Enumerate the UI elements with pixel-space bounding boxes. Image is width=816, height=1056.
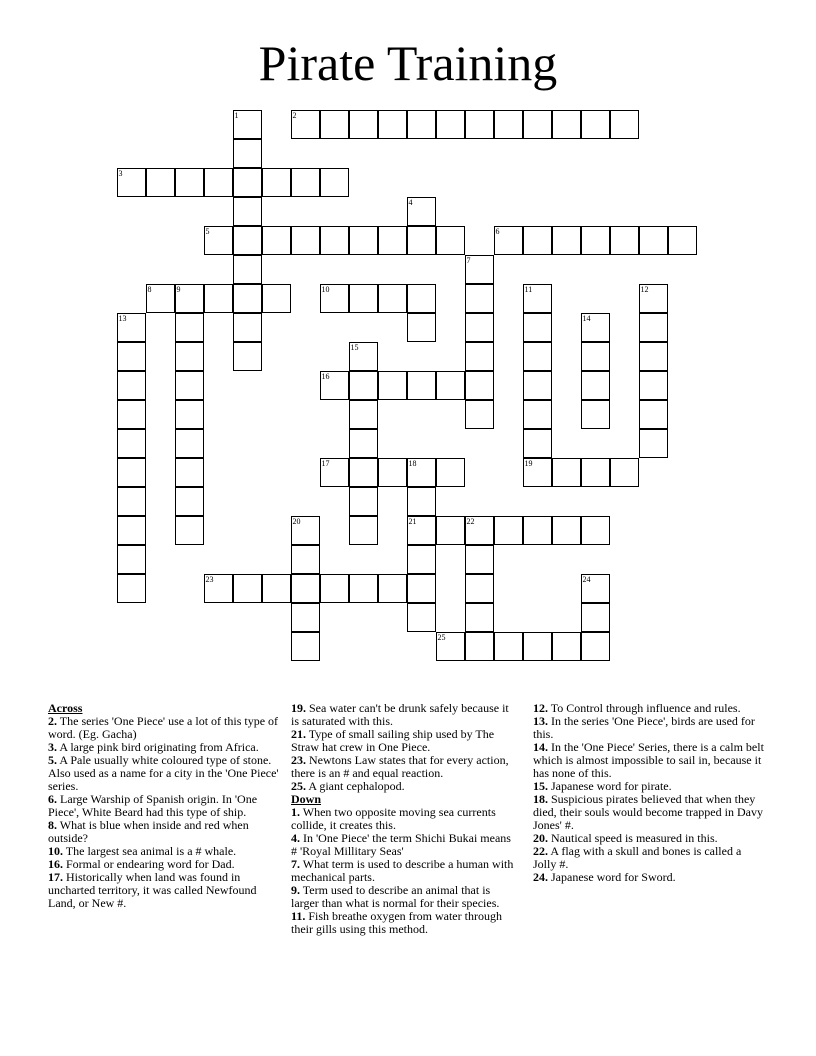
crossword-cell[interactable] [465,313,494,342]
clue-number: 25. [291,779,306,793]
crossword-cell[interactable] [407,284,436,313]
clue-item [533,871,765,884]
crossword-cell[interactable] [523,371,552,400]
crossword-cell[interactable] [320,458,349,487]
clue-item [291,884,515,910]
cell-number: 20 [292,516,301,526]
clue-text: Japanese word for pirate. [548,779,672,793]
clue-item [291,702,515,728]
crossword-cell[interactable] [523,516,552,545]
crossword-cell[interactable] [552,226,581,255]
crossword-cell[interactable] [233,168,262,197]
crossword-cell[interactable] [407,458,436,487]
clue-text: Sea water can't be drunk safely because it is saturated with this. [291,701,509,728]
crossword-cell[interactable] [117,516,146,545]
crossword-cell[interactable] [581,371,610,400]
cell-number: 21 [408,516,417,526]
crossword-cell[interactable] [117,574,146,603]
crossword-cell[interactable] [117,168,146,197]
clue-text: Type of small sailing ship used by The Straw hat crew in One Piece. [291,727,495,754]
crossword-cell[interactable] [146,168,175,197]
clue-item [291,754,515,780]
crossword-cell[interactable] [349,487,378,516]
clue-text: In the series 'One Piece', birds are used for this. [533,714,755,741]
crossword-cell[interactable] [581,458,610,487]
clue-text: A flag with a skull and bones is called a Jolly #. [533,844,742,871]
clue-number: 24. [533,870,548,884]
crossword-cell[interactable] [262,284,291,313]
crossword-cell[interactable] [639,342,668,371]
clue-item [48,819,284,845]
crossword-cell[interactable] [581,603,610,632]
crossword-cell[interactable] [262,226,291,255]
clue-number: 2. [48,714,57,728]
crossword-cell[interactable] [494,110,523,139]
crossword-cell[interactable] [291,516,320,545]
clue-number: 1. [291,805,300,819]
cell-number: 13 [118,313,127,323]
page-title: Pirate Training [258,35,558,91]
crossword-cell[interactable] [349,342,378,371]
crossword-cell[interactable] [581,574,610,603]
cell-number: 18 [408,458,417,468]
crossword-cell[interactable] [465,371,494,400]
cell-number: 14 [582,313,591,323]
clue-item [48,793,284,819]
crossword-cell[interactable] [291,574,320,603]
clue-number: 11. [291,909,306,923]
cell-number: 9 [176,284,181,294]
crossword-cell[interactable] [639,284,668,313]
crossword-cell[interactable] [320,226,349,255]
clue-number: 23. [291,753,306,767]
cell-number: 1 [234,110,239,120]
clue-number: 15. [533,779,548,793]
crossword-cell[interactable] [233,226,262,255]
clue-number: 21. [291,727,306,741]
crossword-cell[interactable] [291,168,320,197]
crossword-cell[interactable] [407,313,436,342]
crossword-cell[interactable] [610,226,639,255]
clue-heading-down: Down [291,792,322,806]
crossword-cell[interactable] [175,458,204,487]
crossword-cell[interactable] [581,226,610,255]
crossword-cell[interactable] [117,458,146,487]
clue-text: What term is used to describe a human with mechanical parts. [291,857,514,884]
cell-number: 17 [321,458,330,468]
crossword-cell[interactable] [291,603,320,632]
crossword-cell[interactable] [175,429,204,458]
clue-number: 8. [48,818,57,832]
clue-item [48,754,284,793]
clue-text: A large pink bird originating from Africa. [57,740,259,754]
crossword-cell[interactable] [465,255,494,284]
clue-text: Suspicious pirates believed that when they died, their souls would become trapped in Davy Jones' #. [533,792,763,832]
clues-column-1 [48,702,284,910]
clues-column-3 [533,702,765,884]
crossword-cell[interactable] [581,313,610,342]
crossword-cell[interactable] [320,284,349,313]
crossword-cell[interactable] [494,226,523,255]
clue-text: In the 'One Piece' Series, there is a calm belt which is almost impossible to sail in, because it has none of this. [533,740,764,780]
crossword-cell[interactable] [378,371,407,400]
cell-number: 24 [582,574,591,584]
clues-column-2 [291,702,515,936]
crossword-cell[interactable] [320,168,349,197]
crossword-cell[interactable] [349,458,378,487]
crossword-cell[interactable] [320,110,349,139]
cell-number: 8 [147,284,152,294]
cell-number: 6 [495,226,500,236]
cell-number: 23 [205,574,214,584]
crossword-cell[interactable] [523,313,552,342]
crossword-cell[interactable] [175,516,204,545]
clue-item [48,871,284,910]
clue-text: The largest sea animal is a # whale. [63,844,237,858]
clue-item [533,793,765,832]
crossword-cell[interactable] [349,284,378,313]
crossword-cell[interactable] [523,632,552,661]
crossword-cell[interactable] [494,632,523,661]
crossword-cell[interactable] [639,371,668,400]
crossword-cell[interactable] [581,110,610,139]
clue-item [291,780,515,793]
clue-item [48,715,284,741]
clue-text: Historically when land was found in uncharted territory, it was called Newfound Land, or New #. [48,870,257,910]
clue-number: 17. [48,870,63,884]
cell-number: 4 [408,197,413,207]
clue-number: 13. [533,714,548,728]
clue-number: 19. [291,701,306,715]
crossword-cell[interactable] [436,226,465,255]
crossword-cell[interactable] [146,284,175,313]
crossword-cell[interactable] [552,516,581,545]
crossword-cell[interactable] [436,516,465,545]
crossword-cell[interactable] [320,574,349,603]
crossword-cell[interactable] [175,313,204,342]
crossword-cell[interactable] [639,400,668,429]
clue-number: 14. [533,740,548,754]
crossword-cell[interactable] [552,110,581,139]
crossword-cell[interactable] [233,313,262,342]
crossword-cell[interactable] [523,458,552,487]
crossword-cell[interactable] [407,603,436,632]
clue-number: 3. [48,740,57,754]
crossword-cell[interactable] [436,632,465,661]
crossword-cell[interactable] [407,226,436,255]
crossword-cell[interactable] [407,487,436,516]
crossword-cell[interactable] [233,139,262,168]
cell-number: 10 [321,284,330,294]
crossword-cell[interactable] [407,516,436,545]
crossword-cell[interactable] [465,400,494,429]
cell-number: 15 [350,342,359,352]
cell-number: 11 [524,284,533,294]
crossword-cell[interactable] [639,226,668,255]
clue-number: 5. [48,753,57,767]
crossword-cell[interactable] [378,284,407,313]
crossword-cell[interactable] [204,226,233,255]
crossword-cell[interactable] [407,574,436,603]
crossword-cell[interactable] [465,110,494,139]
crossword-cell[interactable] [552,458,581,487]
crossword-cell[interactable] [581,516,610,545]
clue-number: 9. [291,883,300,897]
clue-item [533,845,765,871]
cell-number: 16 [321,371,330,381]
clue-item [291,858,515,884]
cell-number: 19 [524,458,533,468]
crossword-cell[interactable] [117,400,146,429]
crossword-cell[interactable] [349,400,378,429]
crossword-cell[interactable] [436,110,465,139]
crossword-cell[interactable] [523,342,552,371]
crossword-cell[interactable] [204,574,233,603]
crossword-cell[interactable] [465,545,494,574]
crossword-cell[interactable] [175,284,204,313]
cell-number: 25 [437,632,446,642]
crossword-cell[interactable] [668,226,697,255]
clue-text: A Pale usually white coloured type of stone. Also used as a name for a city in the 'One Piece' series. [48,753,279,793]
crossword-cell[interactable] [523,400,552,429]
clue-text: Fish breathe oxygen from water through their gills using this method. [291,909,502,936]
cell-number: 3 [118,168,123,178]
crossword-cell[interactable] [523,110,552,139]
clue-number: 16. [48,857,63,871]
cell-number: 12 [640,284,649,294]
crossword-cell[interactable] [436,371,465,400]
crossword-cell[interactable] [465,603,494,632]
crossword-cell[interactable] [175,342,204,371]
crossword-cell[interactable] [204,284,233,313]
clue-number: 20. [533,831,548,845]
clue-number: 7. [291,857,300,871]
clue-number: 4. [291,831,300,845]
crossword-cell[interactable] [465,632,494,661]
clue-text: Term used to describe an animal that is larger than what is normal for their species. [291,883,500,910]
crossword-cell[interactable] [378,574,407,603]
cell-number: 2 [292,110,297,120]
clue-text: Large Warship of Spanish origin. In 'One Piece', White Beard had this type of ship. [48,792,258,819]
crossword-cell[interactable] [233,284,262,313]
clue-heading-across: Across [48,701,83,715]
crossword-cell[interactable] [117,545,146,574]
crossword-cell[interactable] [291,545,320,574]
crossword-cell[interactable] [523,429,552,458]
clue-number: 18. [533,792,548,806]
crossword-cell[interactable] [349,516,378,545]
crossword-cell[interactable] [262,168,291,197]
crossword-cell[interactable] [117,342,146,371]
crossword-cell[interactable] [378,458,407,487]
clue-number: 12. [533,701,548,715]
crossword-cell[interactable] [436,458,465,487]
clue-number: 6. [48,792,57,806]
crossword-cell[interactable] [465,342,494,371]
crossword-cell[interactable] [233,255,262,284]
crossword-cell[interactable] [552,632,581,661]
crossword-cell[interactable] [175,487,204,516]
crossword-cell[interactable] [175,168,204,197]
crossword-cell[interactable] [523,226,552,255]
clue-number: 22. [533,844,548,858]
crossword-cell[interactable] [349,226,378,255]
crossword-cell[interactable] [581,400,610,429]
crossword-cell[interactable] [610,458,639,487]
crossword-cell[interactable] [175,371,204,400]
crossword-cell[interactable] [233,110,262,139]
crossword-cell[interactable] [320,371,349,400]
clue-text: When two opposite moving sea currents collide, it creates this. [291,805,496,832]
crossword-cell[interactable] [639,429,668,458]
crossword-cell[interactable] [610,110,639,139]
clue-item [291,832,515,858]
crossword-cell[interactable] [349,371,378,400]
clue-text: To Control through influence and rules. [548,701,741,715]
crossword-cell[interactable] [349,574,378,603]
clue-text: Japanese word for Sword. [548,870,676,884]
crossword-cell[interactable] [233,197,262,226]
crossword-cell[interactable] [175,400,204,429]
crossword-cell[interactable] [581,632,610,661]
crossword-cell[interactable] [639,313,668,342]
clue-text: Newtons Law states that for every action, there is an # and equal reaction. [291,753,509,780]
crossword-cell[interactable] [465,516,494,545]
clue-item [291,806,515,832]
crossword-cell[interactable] [378,110,407,139]
crossword-cell[interactable] [407,371,436,400]
crossword-cell[interactable] [407,545,436,574]
crossword-cell[interactable] [117,371,146,400]
clue-text: What is blue when inside and red when outside? [48,818,249,845]
crossword-cell[interactable] [349,429,378,458]
crossword-cell[interactable] [233,574,262,603]
crossword-cell[interactable] [233,342,262,371]
crossword-cell[interactable] [291,632,320,661]
cell-number: 5 [205,226,210,236]
crossword-cell[interactable] [523,284,552,313]
crossword-cell[interactable] [378,226,407,255]
clue-item [291,728,515,754]
clue-text: The series 'One Piece' use a lot of this type of word. (Eg. Gacha) [48,714,279,741]
crossword-cell[interactable] [262,574,291,603]
crossword-cell[interactable] [581,342,610,371]
cell-number: 22 [466,516,475,526]
crossword-cell[interactable] [465,284,494,313]
clue-text: Nautical speed is measured in this. [548,831,718,845]
crossword-cell[interactable] [407,110,436,139]
crossword-cell[interactable] [349,110,378,139]
crossword-cell[interactable] [117,487,146,516]
clue-item [291,910,515,936]
cell-number: 7 [466,255,471,265]
crossword-cell[interactable] [494,516,523,545]
clue-item [533,715,765,741]
clue-text: A giant cephalopod. [306,779,405,793]
clue-number: 10. [48,844,63,858]
crossword-cell[interactable] [117,313,146,342]
crossword-cell[interactable] [204,168,233,197]
clue-text: In 'One Piece' the term Shichi Bukai means # 'Royal Millitary Seas' [291,831,511,858]
crossword-cell[interactable] [407,197,436,226]
crossword-cell[interactable] [117,429,146,458]
crossword-cell[interactable] [291,226,320,255]
clue-text: Formal or endearing word for Dad. [63,857,235,871]
crossword-cell[interactable] [291,110,320,139]
crossword-cell[interactable] [465,574,494,603]
clue-item [533,741,765,780]
